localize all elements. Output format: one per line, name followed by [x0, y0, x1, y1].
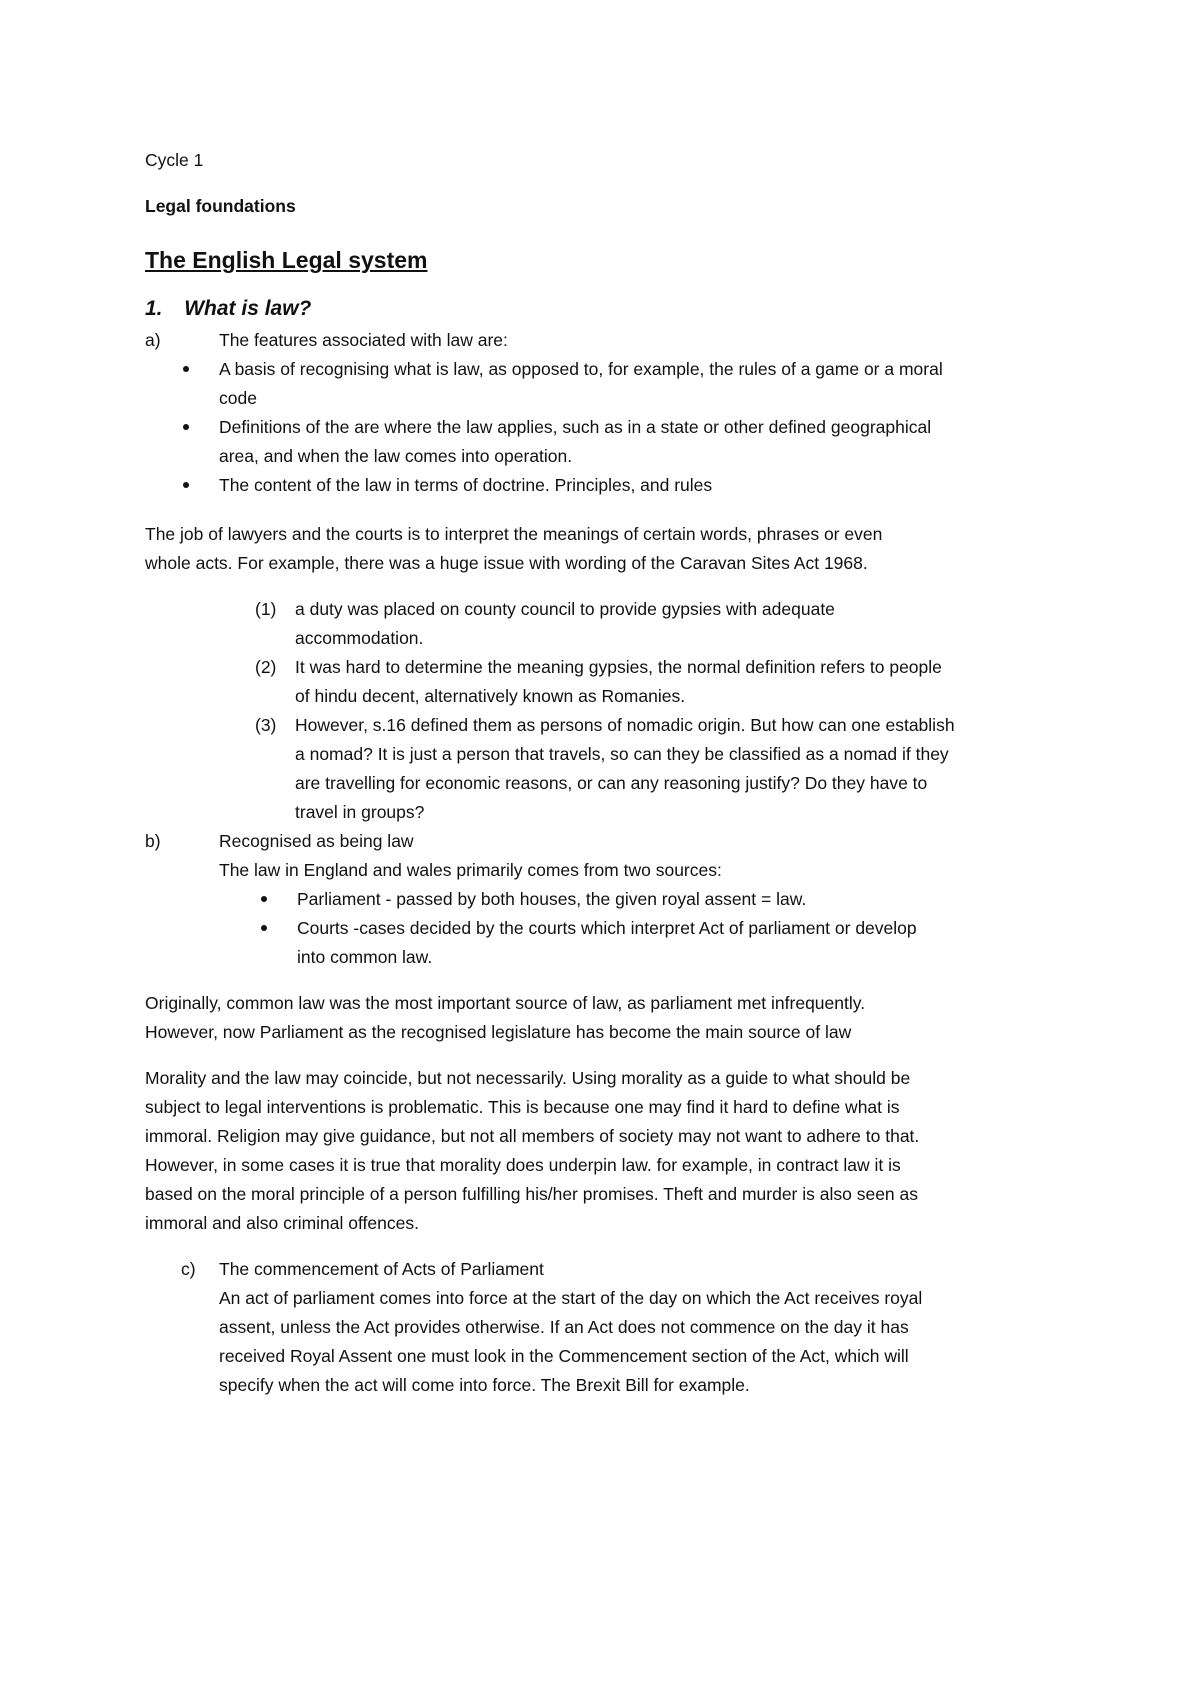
paragraph-line: received Royal Assent one must look in the Commencement section of the Act, which will — [219, 1346, 909, 1366]
paragraph-line: However, in some cases it is true that morality does underpin law. for example, in contract law it is — [145, 1155, 901, 1175]
document-title: The English Legal system — [145, 247, 428, 273]
bullet-text: The content of the law in terms of doctrine. Principles, and rules — [219, 475, 713, 495]
paragraph-line: specify when the act will come into force. The Brexit Bill for example. — [219, 1375, 750, 1395]
numbered-text: a nomad? It is just a person that travels, so can they be classified as a nomad if they — [295, 744, 949, 764]
paragraph-line: However, now Parliament as the recognised legislature has become the main source of law — [145, 1022, 852, 1042]
bullet-text: Parliament - passed by both houses, the given royal assent = law. — [297, 889, 807, 909]
item-b-title: Recognised as being law — [219, 831, 414, 851]
section-title: What is law? — [184, 297, 312, 320]
cycle-label: Cycle 1 — [145, 150, 204, 170]
paragraph-line: immoral and also criminal offences. — [145, 1213, 419, 1233]
subject-label: Legal foundations — [145, 196, 296, 216]
paragraph-line: The job of lawyers and the courts is to interpret the meanings of certain words, phrases or even — [145, 524, 883, 544]
bullet-icon — [261, 925, 267, 931]
bullet-text: code — [219, 388, 257, 408]
item-c-title: The commencement of Acts of Parliament — [219, 1259, 544, 1279]
paragraph-line: assent, unless the Act provides otherwise. If an Act does not commence on the day it has — [219, 1317, 909, 1337]
paragraph-line: whole acts. For example, there was a huge issue with wording of the Caravan Sites Act 1968. — [145, 553, 868, 573]
paragraph-line: immoral. Religion may give guidance, but not all members of society may not want to adhere to that. — [145, 1126, 920, 1146]
bullet-text: into common law. — [297, 947, 433, 967]
paragraph-line: An act of parliament comes into force at the start of the day on which the Act receives royal — [219, 1288, 923, 1308]
paragraph-line: based on the moral principle of a person fulfilling his/her promises. Theft and murder is also seen as — [145, 1184, 918, 1204]
paragraph-line: Morality and the law may coincide, but not necessarily. Using morality as a guide to what should be — [145, 1068, 911, 1088]
bullet-text: Definitions of the are where the law applies, such as in a state or other defined geographical — [219, 417, 932, 437]
paragraph-line: Originally, common law was the most important source of law, as parliament met infrequently. — [145, 993, 866, 1013]
numbered-text: travel in groups? — [295, 802, 425, 822]
numbered-marker: (2) — [255, 657, 277, 677]
numbered-text: However, s.16 defined them as persons of nomadic origin. But how can one establish — [295, 715, 955, 735]
bullet-icon — [183, 366, 189, 372]
section-heading — [145, 296, 311, 322]
item-a-marker: a) — [145, 330, 161, 350]
paragraph-line: subject to legal interventions is problematic. This is because one may find it hard to define what is — [145, 1097, 900, 1117]
item-b-intro: The law in England and wales primarily comes from two sources: — [219, 860, 722, 880]
item-a-intro: The features associated with law are: — [219, 330, 508, 350]
item-c-marker: c) — [181, 1259, 196, 1279]
numbered-marker: (3) — [255, 715, 277, 735]
bullet-text: area, and when the law comes into operation. — [219, 446, 573, 466]
numbered-text: of hindu decent, alternatively known as Romanies. — [295, 686, 686, 706]
numbered-text: It was hard to determine the meaning gypsies, the normal definition refers to people — [295, 657, 942, 677]
numbered-marker: (1) — [255, 599, 277, 619]
bullet-text: Courts -cases decided by the courts which interpret Act of parliament or develop — [297, 918, 917, 938]
bullet-icon — [183, 424, 189, 430]
bullet-text: A basis of recognising what is law, as opposed to, for example, the rules of a game or a moral — [219, 359, 943, 379]
item-b-marker: b) — [145, 831, 161, 851]
bullet-icon — [183, 482, 189, 488]
numbered-text: accommodation. — [295, 628, 424, 648]
section-number: 1. — [145, 297, 163, 320]
bullet-icon — [261, 896, 267, 902]
numbered-text: a duty was placed on county council to provide gypsies with adequate — [295, 599, 835, 619]
numbered-text: are travelling for economic reasons, or can any reasoning justify? Do they have to — [295, 773, 928, 793]
